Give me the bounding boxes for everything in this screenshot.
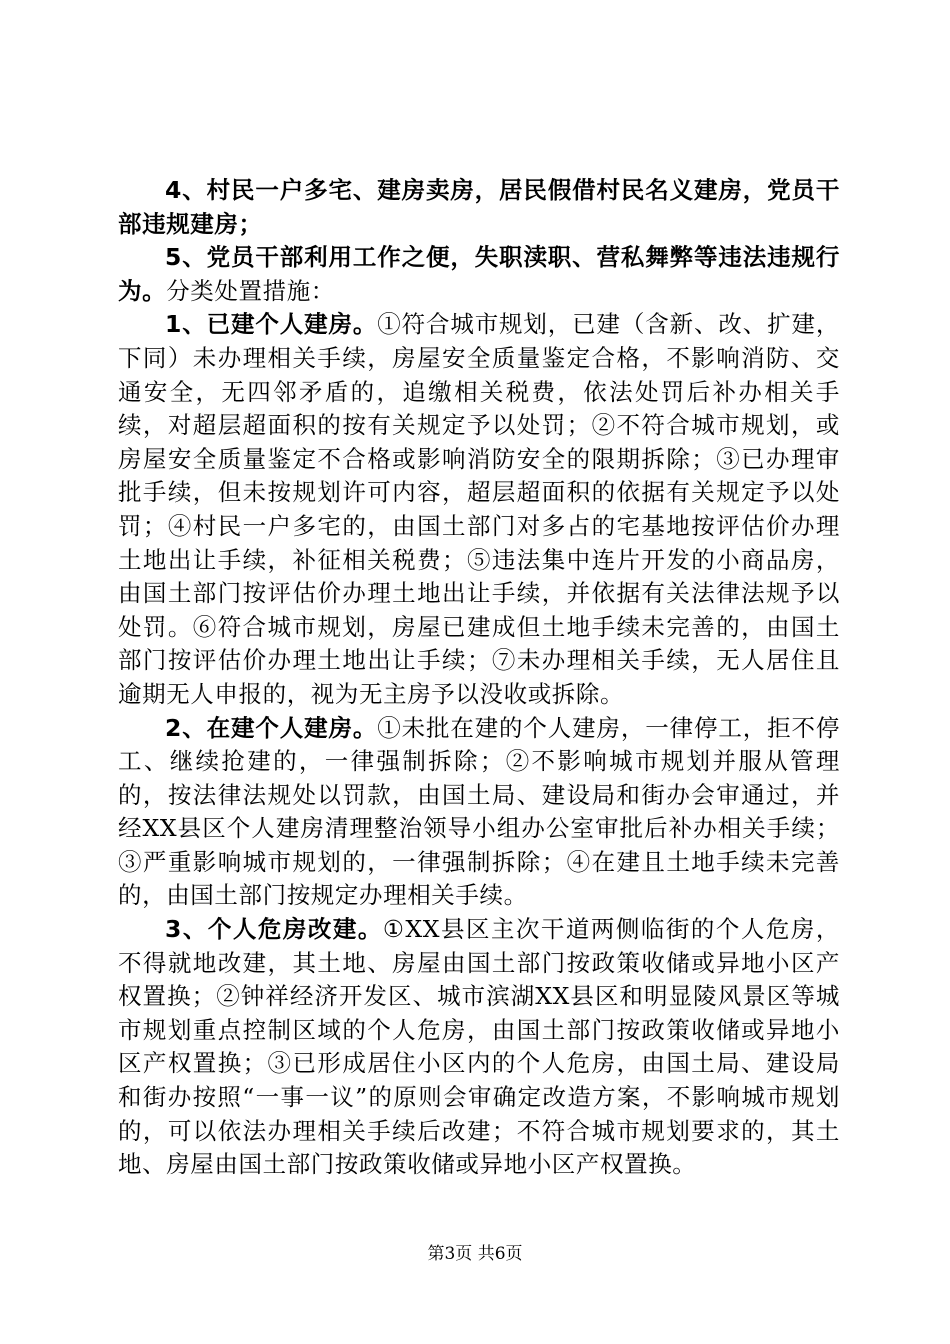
paragraph-item-4 — [118, 174, 840, 241]
paragraph-heading: 2、在建个人建房。 — [165, 713, 378, 742]
paragraph-heading: 1、已建个人建房。 — [165, 310, 378, 339]
paragraph-text: ①XX县区主次干道两侧临街的个人危房，不得就地改建，其土地、房屋由国土部门按政策收储或异地小区产权置换；②钟祥经济开发区、城市滨湖XX县区和明显陵风景区等城市规划重点控制区域的个人危房，由国土部门按政策收储或异地小区产权置换；③已形成居住小区内的个人危房，由国土局、建设局和街办按照“一事一议”的原则会审确定改造方案，不影响城市规划的，可以依法办理相关手续后改建；不符合城市规划要求的，其土地、房屋由国土部门按政策收储或异地小区产权置换。 — [118, 915, 840, 1179]
paragraph-measure-3 — [118, 913, 840, 1182]
paragraph-text: 分类处置措施： — [166, 276, 335, 305]
document-body — [118, 174, 840, 1182]
paragraph-heading: 5、党员干部利用工作之便，失职渎职、营私舞弊等违法违规行为。 — [118, 243, 840, 305]
paragraph-heading: 4、村民一户多宅、建房卖房，居民假借村民名义建房，党员干部违规建房； — [118, 176, 840, 238]
page-footer: 第3页 共6页 — [427, 1244, 523, 1264]
paragraph-measure-2 — [118, 712, 840, 914]
paragraph-measure-1 — [118, 308, 840, 711]
paragraph-text: ①符合城市规划，已建（含新、改、扩建，下同）未办理相关手续，房屋安全质量鉴定合格，不影响消防、交通安全，无四邻矛盾的，追缴相关税费，依法处罚后补办相关手续，对超层超面积的按有关规定予以处罚；②不符合城市规划，或房屋安全质量鉴定不合格或影响消防安全的限期拆除；③已办理审批手续，但未按规划许可内容，超层超面积的依据有关规定予以处罚；④村民一户多宅的，由国土部门对多占的宅基地按评估价办理土地出让手续，补征相关税费；⑤违法集中连片开发的小商品房，由国土部门按评估价办理土地出让手续，并依据有关法律法规予以处罚。⑥符合城市规划，房屋已建成但土地手续未完善的，由国土部门按评估价办理土地出让手续；⑦未办理相关手续，无人居住且逾期无人申报的，视为无主房予以没收或拆除。 — [118, 310, 840, 708]
paragraph-text: ①未批在建的个人建房，一律停工，拒不停工、继续抢建的，一律强制拆除；②不影响城市规划并服从管理的，按法律法规处以罚款，由国土局、建设局和街办会审通过，并经XX县区个人建房清理整治领导小组办公室审批后补办相关手续；③严重影响城市规划的，一律强制拆除；④在建且土地手续未完善的，由国土部门按规定办理相关手续。 — [118, 713, 840, 910]
paragraph-item-5 — [118, 241, 840, 308]
paragraph-heading: 3、个人危房改建。 — [165, 915, 383, 944]
